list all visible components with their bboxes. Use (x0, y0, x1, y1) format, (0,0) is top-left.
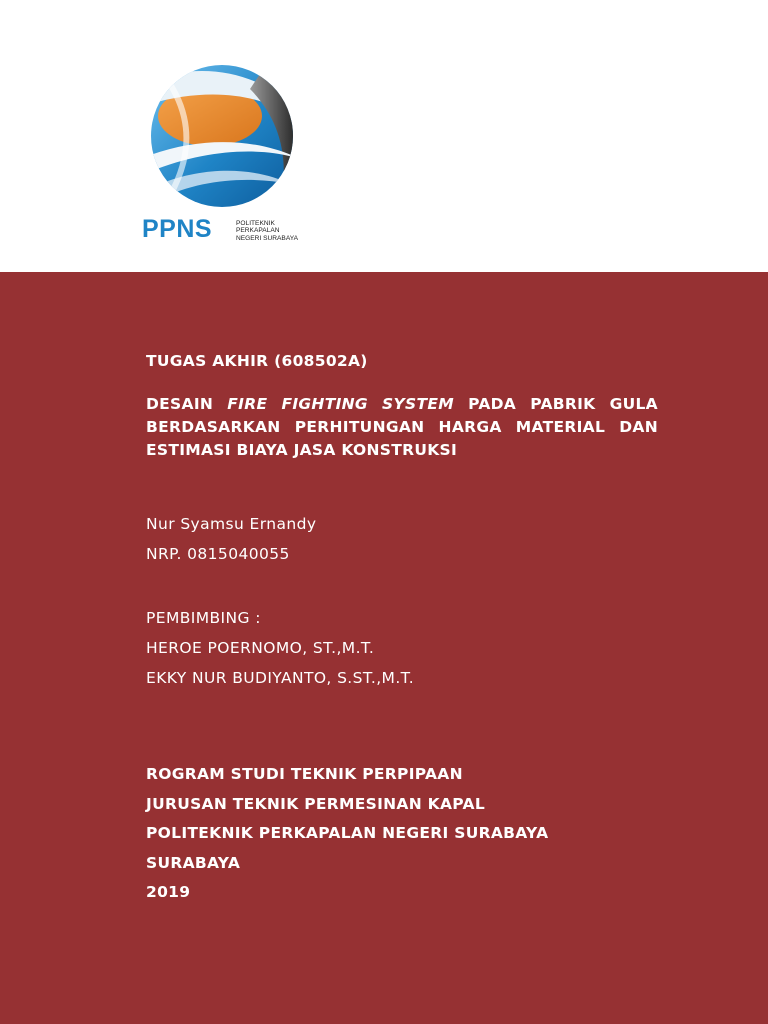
supervisor-name: EKKY NUR BUDIYANTO, S.ST.,M.T. (146, 669, 415, 687)
logo-subtitle-line: NEGERI SURABAYA (236, 234, 299, 242)
logo-subtitle-line: POLITEKNIK (236, 220, 275, 227)
cover-header (0, 0, 768, 272)
institution-name: POLITEKNIK PERKAPALAN NEGERI SURABAYA (146, 824, 549, 842)
author-nrp: NRP. 0815040055 (146, 545, 290, 563)
thesis-title-part2: PADA PABRIK GULA BERDASARKAN PERHITUNGAN HARGA MATERIAL DAN ESTIMASI BIAYA JASA KONSTRUKSI (146, 395, 658, 459)
logo-subtitle-line: PERKAPALAN (236, 227, 280, 235)
city: SURABAYA (146, 854, 241, 872)
department: JURUSAN TEKNIK PERMESINAN KAPAL (146, 795, 486, 813)
author-name: Nur Syamsu Ernandy (146, 515, 317, 533)
ppns-logo (140, 64, 316, 254)
study-program: ROGRAM STUDI TEKNIK PERPIPAAN (146, 765, 463, 783)
thesis-code: TUGAS AKHIR (608502A) (146, 352, 368, 370)
supervisor-name: HEROE POERNOMO, ST.,M.T. (146, 639, 375, 657)
globe-icon (140, 64, 316, 214)
cover-panel (0, 272, 768, 1024)
thesis-title-italic: FIRE FIGHTING SYSTEM (227, 395, 454, 413)
logo-subtitle (236, 220, 298, 242)
supervisor-label: PEMBIMBING : (146, 609, 261, 627)
year: 2019 (146, 883, 191, 901)
thesis-title-part1: DESAIN (146, 395, 228, 413)
thesis-title (146, 393, 658, 462)
logo-wordmark: PPNS (142, 215, 213, 243)
